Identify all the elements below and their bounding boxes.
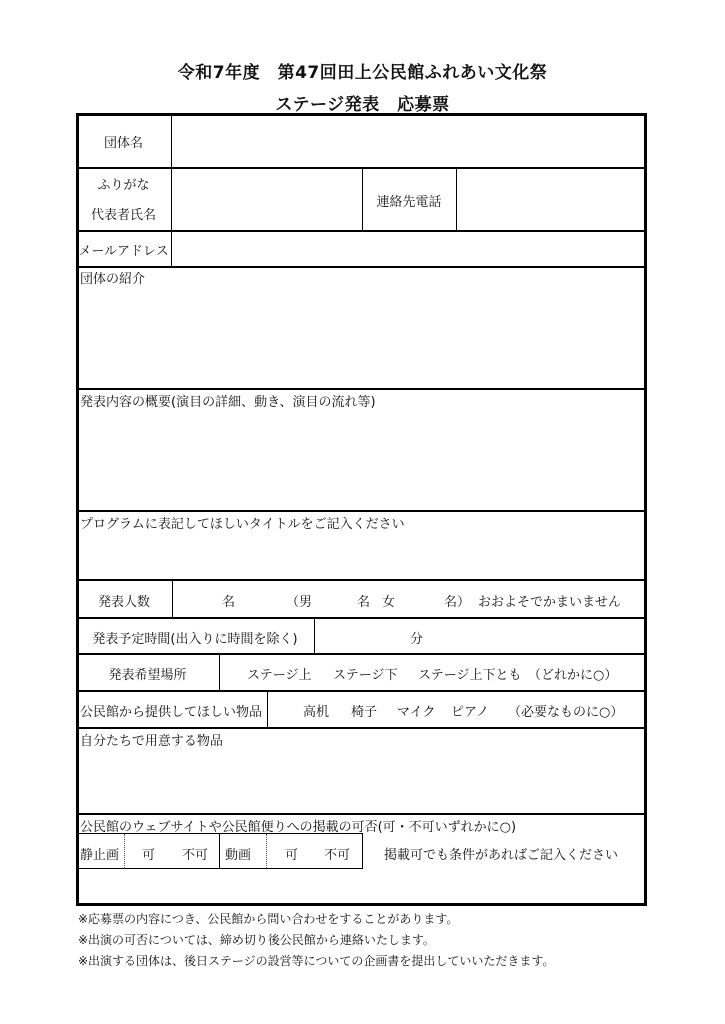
performers-female-unit: 名） (444, 595, 471, 610)
form-subtitle: ステージ発表 応募票 (275, 95, 450, 115)
equipment-option-chair[interactable]: 椅子 (351, 705, 378, 720)
form-title: 令和7年度 第47回田上公民館ふれあい文化祭 (177, 63, 548, 83)
equipment-option-mic[interactable]: マイク (397, 705, 436, 720)
row-divider (76, 510, 647, 512)
row-divider (76, 653, 647, 655)
video-no[interactable]: 不可 (324, 848, 351, 863)
row-divider (76, 266, 647, 268)
row-divider (76, 579, 647, 581)
footer-note: ※応募票の内容につき、公民館から問い合わせをすることがあります。 (78, 912, 459, 926)
performers-male-unit: 名 (357, 595, 371, 610)
representative-input[interactable] (173, 199, 361, 229)
publication-condition-note: 掲載可でも条件があればご記入ください (384, 848, 619, 863)
column-divider (456, 167, 457, 230)
location-option-stage-bottom[interactable]: ステージ下 (333, 668, 398, 683)
location-label: 発表希望場所 (108, 668, 187, 683)
group-name-label: 団体名 (103, 136, 143, 151)
equipment-option-piano[interactable]: ピアノ (451, 705, 489, 720)
footer-note: ※出演の可否については、締め切り後公民館から連絡いたします。 (78, 933, 435, 947)
row-divider (76, 388, 647, 390)
publication-label: 公民館のウェブサイトや公民館便りへの掲載の可否(可・不可いずれかに○) (80, 820, 517, 835)
performance-summary-input[interactable] (79, 409, 644, 508)
location-instruction: （どれかに○） (528, 668, 618, 683)
own-items-label: 自分たちで用意する物品 (80, 734, 223, 749)
location-option-both[interactable]: ステージ上下とも (418, 668, 522, 683)
email-label: メールアドレス (78, 244, 169, 259)
still-image-yes[interactable]: 可 (142, 848, 156, 863)
furigana-label: ふりがな (97, 178, 150, 193)
dotted-divider (266, 834, 267, 868)
dotted-divider (124, 834, 125, 868)
column-divider (171, 113, 172, 266)
phone-label: 連絡先電話 (376, 195, 442, 210)
group-name-input[interactable] (173, 115, 643, 167)
video-yes[interactable]: 可 (285, 848, 299, 863)
row-divider (76, 727, 647, 729)
performers-total-unit: 名 (222, 595, 236, 610)
performers-label: 発表人数 (97, 595, 150, 610)
column-divider (172, 579, 173, 617)
equipment-instruction: （必要なものに○） (508, 705, 624, 720)
duration-label: 発表予定時間(出入りに時間を除く) (92, 632, 298, 647)
group-intro-input[interactable] (79, 286, 644, 386)
performers-female-label: 女 (382, 595, 396, 610)
publication-condition-input[interactable] (79, 870, 644, 903)
location-option-stage-top[interactable]: ステージ上 (247, 668, 312, 683)
group-intro-label: 団体の紹介 (80, 272, 146, 287)
equipment-option-desk[interactable]: 高机 (303, 705, 330, 720)
still-image-label: 静止画 (80, 848, 120, 863)
performers-male-label: （男 (286, 595, 313, 610)
row-divider (76, 690, 647, 692)
equipment-label: 公民館から提供してほしい物品 (80, 705, 263, 720)
own-items-input[interactable] (79, 748, 644, 811)
performers-note: おおよそでかまいません (478, 595, 622, 610)
email-input[interactable] (173, 232, 643, 265)
program-title-label: プログラムに表記してほしいタイトルをご記入ください (80, 517, 405, 532)
footer-note: ※出演する団体は、後日ステージの設営等についての企画書を提出していいただきます。 (78, 954, 555, 968)
column-divider (314, 617, 315, 653)
phone-input[interactable] (458, 169, 643, 229)
program-title-input[interactable] (79, 531, 644, 577)
column-divider (267, 690, 268, 727)
row-divider (76, 813, 647, 815)
furigana-input[interactable] (173, 169, 361, 199)
duration-unit: 分 (410, 632, 424, 647)
still-image-no[interactable]: 不可 (182, 848, 209, 863)
column-divider (219, 834, 220, 868)
duration-input[interactable] (316, 619, 406, 652)
video-label: 動画 (225, 848, 252, 863)
performance-summary-label: 発表内容の概要(演目の詳細、動き、演目の流れ等) (80, 395, 376, 410)
representative-label: 代表者氏名 (90, 208, 156, 223)
column-divider (219, 653, 220, 690)
